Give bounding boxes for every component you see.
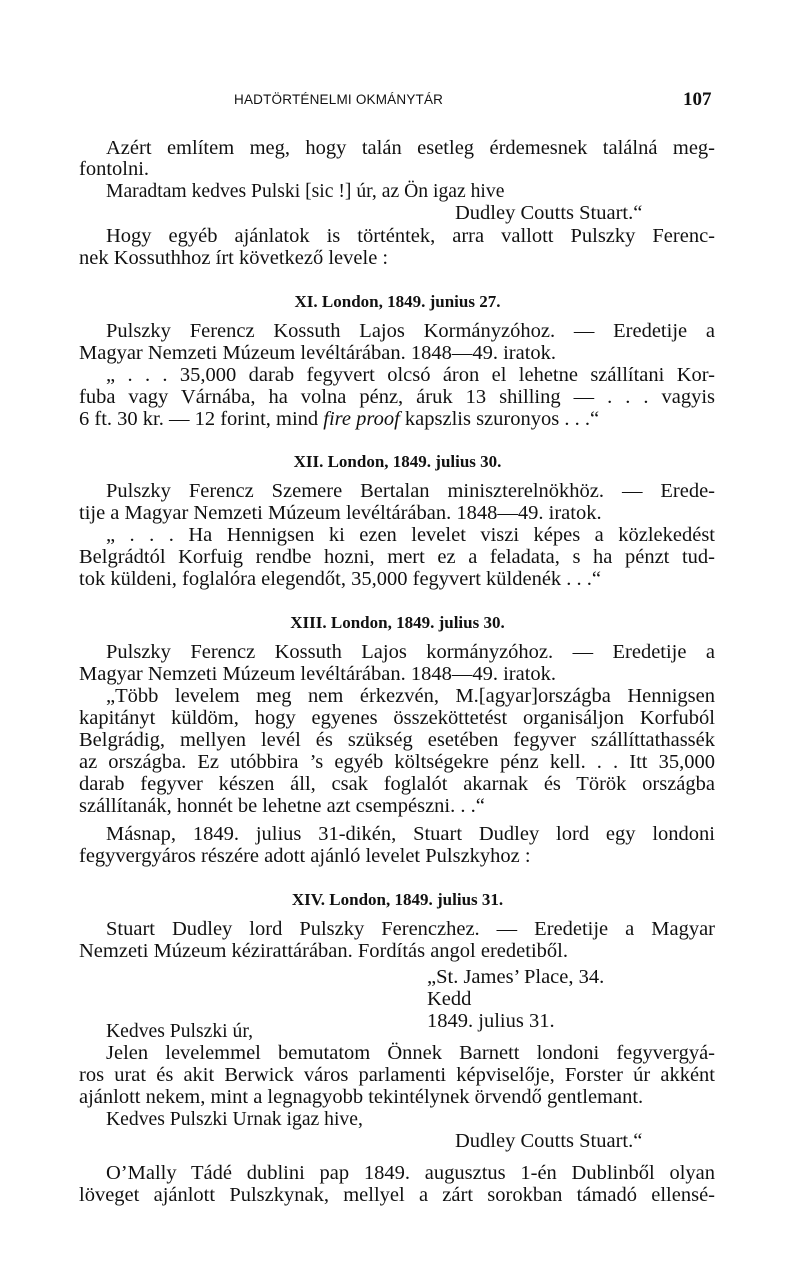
paragraph-line: fegyvergyáros részére adott ajánló levelet Pulszkyhoz : <box>79 845 531 867</box>
letter-address: „St. James’ Place, 34. <box>427 966 605 988</box>
signature: Dudley Coutts Stuart.“ <box>455 1130 643 1152</box>
paragraph-line: ros urat és akit Berwick város parlamenti képviselője, Forster úr akként <box>79 1064 715 1086</box>
section-heading: XII. London, 1849. julius 30. <box>293 452 502 471</box>
paragraph-line: 6 ft. 30 kr. — 12 forint, mind fire proof kapszlis szuronyos . . .“ <box>79 408 600 430</box>
paragraph-line: fuba vagy Várnába, ha volna pénz, áruk 13 shilling — . . . vagyis <box>79 386 715 408</box>
section-heading: XIII. London, 1849. julius 30. <box>290 613 505 632</box>
paragraph-line: Pulszky Ferencz Kossuth Lajos kormányzóhoz. — Eredetije a <box>106 641 715 663</box>
paragraph-line: Belgrádig, mellyen levél és szükség esetében fegyver szállíttathassék <box>79 729 715 751</box>
section-heading: XI. London, 1849. junius 27. <box>294 292 501 311</box>
running-title: HADTÖRTÉNELMI OKMÁNYTÁR <box>234 92 444 107</box>
letter-date: 1849. julius 31. <box>427 1010 555 1032</box>
section-heading: XIV. London, 1849. julius 31. <box>291 890 504 909</box>
paragraph-line: tije a Magyar Nemzeti Múzeum levéltárában. 1848—49. iratok. <box>79 502 602 524</box>
paragraph-line: Maradtam kedves Pulski [sic !] úr, az Ön igaz hive <box>106 180 505 202</box>
closing-line: Kedves Pulszki Urnak igaz hive, <box>106 1108 363 1130</box>
paragraph-line: szállítanák, honnét be lehetne azt csempészni. . .“ <box>79 795 485 817</box>
paragraph-line: nek Kossuthhoz írt következő levele : <box>79 247 389 269</box>
paragraph-line: Jelen levelemmel bemutatom Önnek Barnett londoni fegyvergyá- <box>106 1042 715 1064</box>
paragraph-line: Azért említem meg, hogy talán esetleg érdemesnek találná meg- <box>106 137 715 159</box>
paragraph-line: Pulszky Ferencz Kossuth Lajos Kormányzóhoz. — Eredetije a <box>106 320 715 342</box>
paragraph-line: „Több levelem meg nem érkezvén, M.[agyar]országba Hennigsen <box>106 685 715 707</box>
paragraph-line: darab fegyver készen áll, csak foglalót akarnak és Török országba <box>79 773 715 795</box>
paragraph-line: az országba. Ez utóbbira ’s egyéb költségekre pénz kell. . . Itt 35,000 <box>79 751 715 773</box>
paragraph-line: „ . . . Ha Hennigsen ki ezen levelet viszi képes a közlekedést <box>106 524 715 546</box>
signature: Dudley Coutts Stuart.“ <box>455 202 643 224</box>
italic-phrase: fire proof <box>323 408 400 430</box>
paragraph-line: „ . . . 35,000 darab fegyvert olcsó áron el lehetne szállítani Kor- <box>106 364 715 386</box>
paragraph-line: O’Mally Tádé dublini pap 1849. augusztus 1-én Dublinből olyan <box>106 1162 715 1184</box>
paragraph-line: Magyar Nemzeti Múzeum levéltárában. 1848—49. iratok. <box>79 663 557 685</box>
letter-weekday: Kedd <box>427 988 472 1010</box>
paragraph-line: Pulszky Ferencz Szemere Bertalan miniszterelnökhöz. — Erede- <box>106 480 715 502</box>
salutation: Kedves Pulszki úr, <box>106 1020 254 1042</box>
paragraph-line: kapitányt küldöm, hogy egyenes összeköttetést organisáljon Korfuból <box>79 707 715 729</box>
paragraph-line: Hogy egyéb ajánlatok is történtek, arra vallott Pulszky Ferenc- <box>106 225 715 247</box>
paragraph-line: tok küldeni, foglalóra elegendőt, 35,000 fegyvert küldenék . . .“ <box>79 568 602 590</box>
paragraph-line: Nemzeti Múzeum kézirattárában. Fordítás angol eredetiből. <box>79 940 568 962</box>
page-number: 107 <box>683 89 712 110</box>
paragraph-line: Stuart Dudley lord Pulszky Ferenczhez. — Eredetije a Magyar <box>106 918 715 940</box>
paragraph-line: Másnap, 1849. julius 31-dikén, Stuart Dudley lord egy londoni <box>106 823 715 845</box>
paragraph-line: löveget ajánlott Pulszkynak, mellyel a zárt sorokban támadó ellensé- <box>79 1184 715 1206</box>
paragraph-line: fontolni. <box>79 158 150 180</box>
paragraph-line: ajánlott nekem, mint a legnagyobb tekintélynek örvendő gentlemant. <box>79 1086 644 1108</box>
paragraph-line: Magyar Nemzeti Múzeum levéltárában. 1848—49. iratok. <box>79 342 557 364</box>
paragraph-line: Belgrádtól Korfuig rendbe hozni, mert ez a feladata, s ha pénzt tud- <box>79 546 715 568</box>
